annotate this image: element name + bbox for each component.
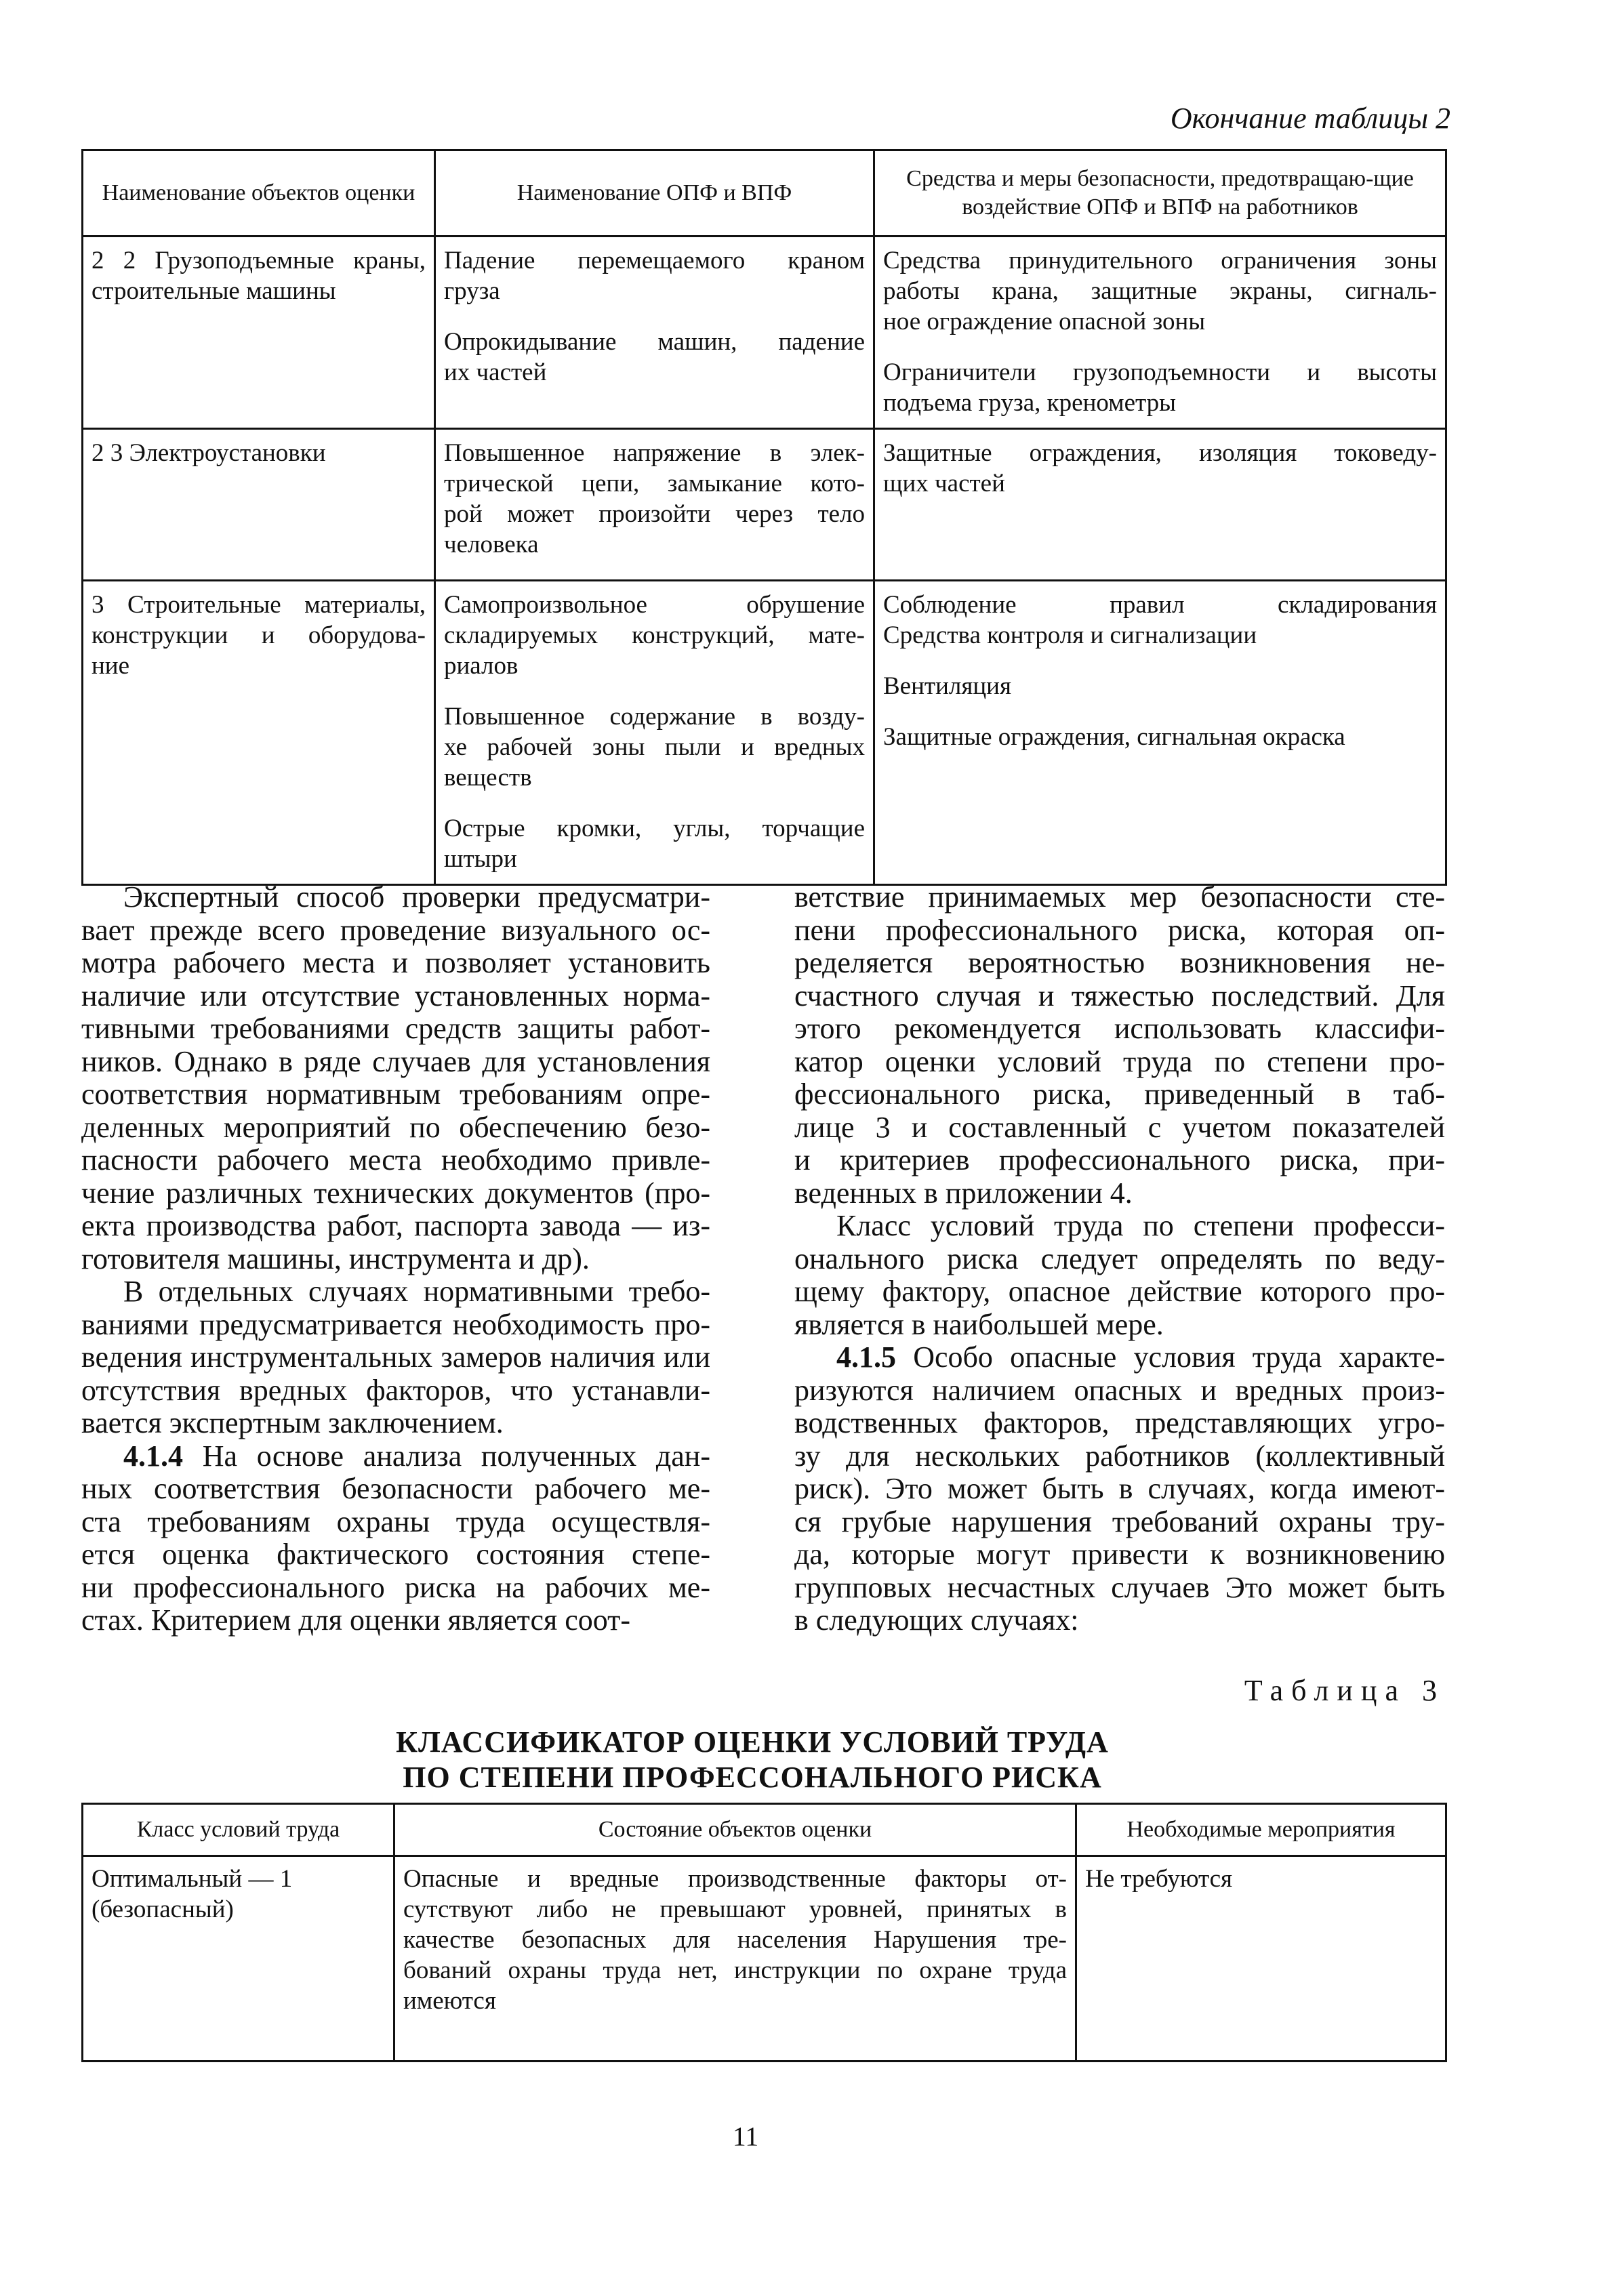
cell-text-line: риалов [444,652,519,680]
object-cell [83,237,435,429]
text-line: веденных в приложении 4. [794,1176,1133,1210]
object-cell [83,581,435,885]
text-line: пасности рабочего места необходимо привле- [81,1143,710,1176]
text-line: в следующих случаях: [794,1603,1079,1637]
cell-text-line: груза [444,277,500,305]
text-line: счастного случая и тяжестью последствий. Для [794,979,1445,1012]
item-spacer [444,306,865,327]
cell-text-line: Самопроизвольное обрушение [444,591,865,619]
text-line: водственных факторов, представляющих угро- [794,1406,1445,1439]
line-text: На основе анализа полученных дан- [183,1439,710,1473]
hazard-cell [435,429,874,581]
cell-text-line: ное ограждение опасной зоны [883,308,1206,335]
body-text-left-column [81,881,710,1637]
object-line: 3 Строительные материалы, [92,591,426,619]
text-line: ведения инструментальных замеров наличия или [81,1340,710,1374]
cell-text-line: Защитные ограждения, изоляция токоведу- [883,439,1437,467]
text-line: Класс условий труда по степени професси- [836,1209,1445,1242]
cell-text-line: подъема груза, кренометры [883,389,1176,417]
cell-text-line: Острые кромки, углы, торчащие [444,815,865,842]
text-line: да, которые могут привести к возникновению [794,1538,1445,1571]
header-measures: Средства и меры безопасности, предотвращаю-щие воздействие ОПФ и ВПФ на работников [874,150,1446,237]
text-line: В отдельных случаях нормативными требо- [123,1275,710,1308]
text-line [81,1440,710,1473]
text-line: щему фактору, опасное действие которого про- [794,1275,1445,1308]
text-line: ределяется вероятностью возникновения не- [794,946,1445,979]
text-line: фессионального риска, приведенный в таб- [794,1078,1445,1111]
hazard-item [444,590,865,681]
hazard-item [444,438,865,560]
header-objects: Наименование объектов оценки [83,150,435,237]
object-line: 2 3 Электроустановки [92,439,326,467]
text-line: отсутствия вредных факторов, что устанавли- [81,1373,710,1407]
paragraph [794,881,1445,1210]
cell-text-line: Средства контроля и сигнализации [883,621,1257,649]
cell-text-line: складируемых конструкций, мате- [444,621,865,649]
cell-text-line: щих частей [883,470,1005,497]
cell-text-line: качестве безопасных для населения Нарушения тре- [403,1926,1067,1954]
table-row [83,429,1446,581]
text-line: мотра рабочего места и позволяет установить [81,946,710,979]
text-line: онального риска следует определять по веду- [794,1242,1445,1275]
cell-text-line: Средства принудительного ограничения зоны [883,247,1437,274]
item-spacer [883,337,1437,357]
text-line: этого рекомендуется использовать классифи- [794,1012,1445,1045]
text-line: ваниями предусматривается необходимость про- [81,1307,710,1341]
table-3-title-line: ПО СТЕПЕНИ ПРОФЕССОНАЛЬНОГО РИСКА [403,1761,1102,1794]
table-3-title-line: КЛАССИФИКАТОР ОЦЕНКИ УСЛОВИЙ ТРУДА [396,1725,1109,1759]
text-line: и критериев профессионального риска, при- [794,1143,1445,1176]
object-line: строительные машины [92,277,336,305]
text-line: групповых несчастных случаев Это может быть [794,1570,1445,1604]
class-cell [83,1856,394,2062]
measure-item [883,438,1437,499]
cell-text-line: рой может произойти через тело [444,500,865,528]
required-measures-cell [1076,1856,1446,2062]
header-class: Класс условий труда [83,1804,394,1856]
cell-text-line: человека [444,531,539,558]
text-line: соответствия нормативным требованиям опре- [81,1078,710,1111]
item-spacer [883,651,1437,671]
hazard-item [444,813,865,874]
paragraph [794,1341,1445,1637]
text-line: ся грубые нарушения требований охраны тру- [794,1504,1445,1538]
table-3-title [203,1725,1301,1795]
header-hazards: Наименование ОПФ и ВПФ [435,150,874,237]
paragraph [794,1210,1445,1341]
cell-text-line: Ограничители грузоподъемности и высоты [883,358,1437,386]
text-line: катор оценки условий труда по степени про- [794,1044,1445,1078]
cell-text-line: Соблюдение правил складирования [883,591,1437,619]
cell-text-line: Повышенное напряжение в элек- [444,439,865,467]
section-number: 4.1.4 [123,1439,183,1473]
text-line: ветствие принимаемых мер безопасности сте- [794,880,1445,914]
text-line: наличие или отсутствие установленных норма- [81,979,710,1012]
cell-text-line: хе рабочей зоны пыли и вредных [444,733,865,761]
cell-text-line: Опасные и вредные производственные факторы от- [403,1865,1067,1893]
hazard-cell [435,237,874,429]
cell-text-line: имеются [403,1987,496,2015]
text-line: ников. Однако в ряде случаев для установления [81,1044,710,1078]
text-line [794,1341,1445,1374]
measure-item [883,357,1437,418]
cell-text-line: сутствуют либо не превышают уровней, принятых в [403,1895,1067,1923]
item-spacer [883,701,1437,722]
cell-text-line: штыри [444,845,517,873]
page-number: 11 [732,2121,759,2152]
measure-item [883,245,1437,337]
text-line: пени профессионального риска, которая оп- [794,913,1445,947]
measure-item [883,590,1437,651]
measure-item [883,722,1437,752]
text-line: ется оценка фактического состояния степе- [81,1538,710,1571]
object-cell [83,429,435,581]
cell-text-line: Не требуются [1085,1865,1233,1893]
text-line: ных соответствия безопасности рабочего ме- [81,1472,710,1505]
cell-text-line: Защитные ограждения, сигнальная окраска [883,723,1345,751]
text-line: вает прежде всего проведение визуального ос- [81,913,710,947]
table-header-row [83,1804,1446,1856]
table-row [83,237,1446,429]
measure-item [883,671,1437,701]
hazard-cell [435,581,874,885]
state-cell [394,1856,1076,2062]
object-line: конструкции и оборудова- [92,621,426,649]
text-line: стах. Критерием для оценки является соот- [81,1603,631,1637]
table-row [83,1856,1446,2062]
body-text-right-column [794,881,1445,1637]
cell-text-line: их частей [444,358,547,386]
item-spacer [444,681,865,701]
measure-cell [874,429,1446,581]
text-line: екта производства работ, паспорта завода — из- [81,1209,710,1242]
object-line: ние [92,652,130,680]
cell-text-line: трической цепи, замыкание кото- [444,470,865,497]
text-line: вается экспертным заключением. [81,1406,504,1439]
text-line: чение различных технических документов (про- [81,1176,710,1210]
cell-text-line: (безопасный) [92,1895,234,1923]
text-line: зу для нескольких работников (коллективный [794,1439,1445,1473]
text-line: ста требованиям охраны труда осуществля- [81,1504,710,1538]
hazard-item [444,327,865,388]
table-row [83,581,1446,885]
header-state: Состояние объектов оценки [394,1804,1076,1856]
text-line: деленных мероприятий по обеспечению безо- [81,1110,710,1144]
text-line: ни профессионального риска на рабочих ме- [81,1570,710,1604]
text-line: риск). Это может быть в случаях, когда имеют- [794,1472,1445,1505]
paragraph [81,1440,710,1637]
measure-cell [874,237,1446,429]
cell-text-line: Опрокидывание машин, падение [444,328,865,356]
paragraph [81,881,710,1275]
text-line: является в наибольшей мере. [794,1307,1164,1341]
cell-text-line: Оптимальный — 1 [92,1865,293,1893]
text-line: Экспертный способ проверки предусматри- [123,880,710,914]
table-continuation-caption: Окончание таблицы 2 [1170,102,1450,135]
object-line: 2 2 Грузоподъемные краны, [92,247,426,274]
header-required-measures: Необходимые мероприятия [1076,1804,1446,1856]
cell-text-line: работы крана, защитные экраны, сигналь- [883,277,1437,305]
table-header-row [83,150,1446,237]
cell-text-line: Падение перемещаемого краном [444,247,865,274]
text-line: ризуются наличием опасных и вредных произ- [794,1373,1445,1407]
cell-text-line: Повышенное содержание в возду- [444,703,865,731]
section-number: 4.1.5 [836,1340,896,1374]
item-spacer [444,793,865,813]
cell-text-line: бований охраны труда нет, инструкции по охране труда [403,1956,1067,1984]
text-line: готовителя машины, инструмента и др). [81,1242,590,1275]
line-text: Особо опасные условия труда характе- [896,1340,1445,1374]
text-line: лице 3 и составленный с учетом показателей [794,1110,1445,1144]
cell-text-line: Вентиляция [883,672,1011,700]
cell-text-line: веществ [444,764,532,792]
table-3-label: Таблица 3 [1244,1674,1445,1707]
risk-classifier-table [81,1803,1447,2062]
hazard-item [444,701,865,793]
hazard-item [444,245,865,306]
text-line: тивными требованиями средств защиты работ- [81,1012,710,1045]
measure-cell [874,581,1446,885]
paragraph [81,1275,710,1440]
safety-measures-table [81,149,1447,886]
